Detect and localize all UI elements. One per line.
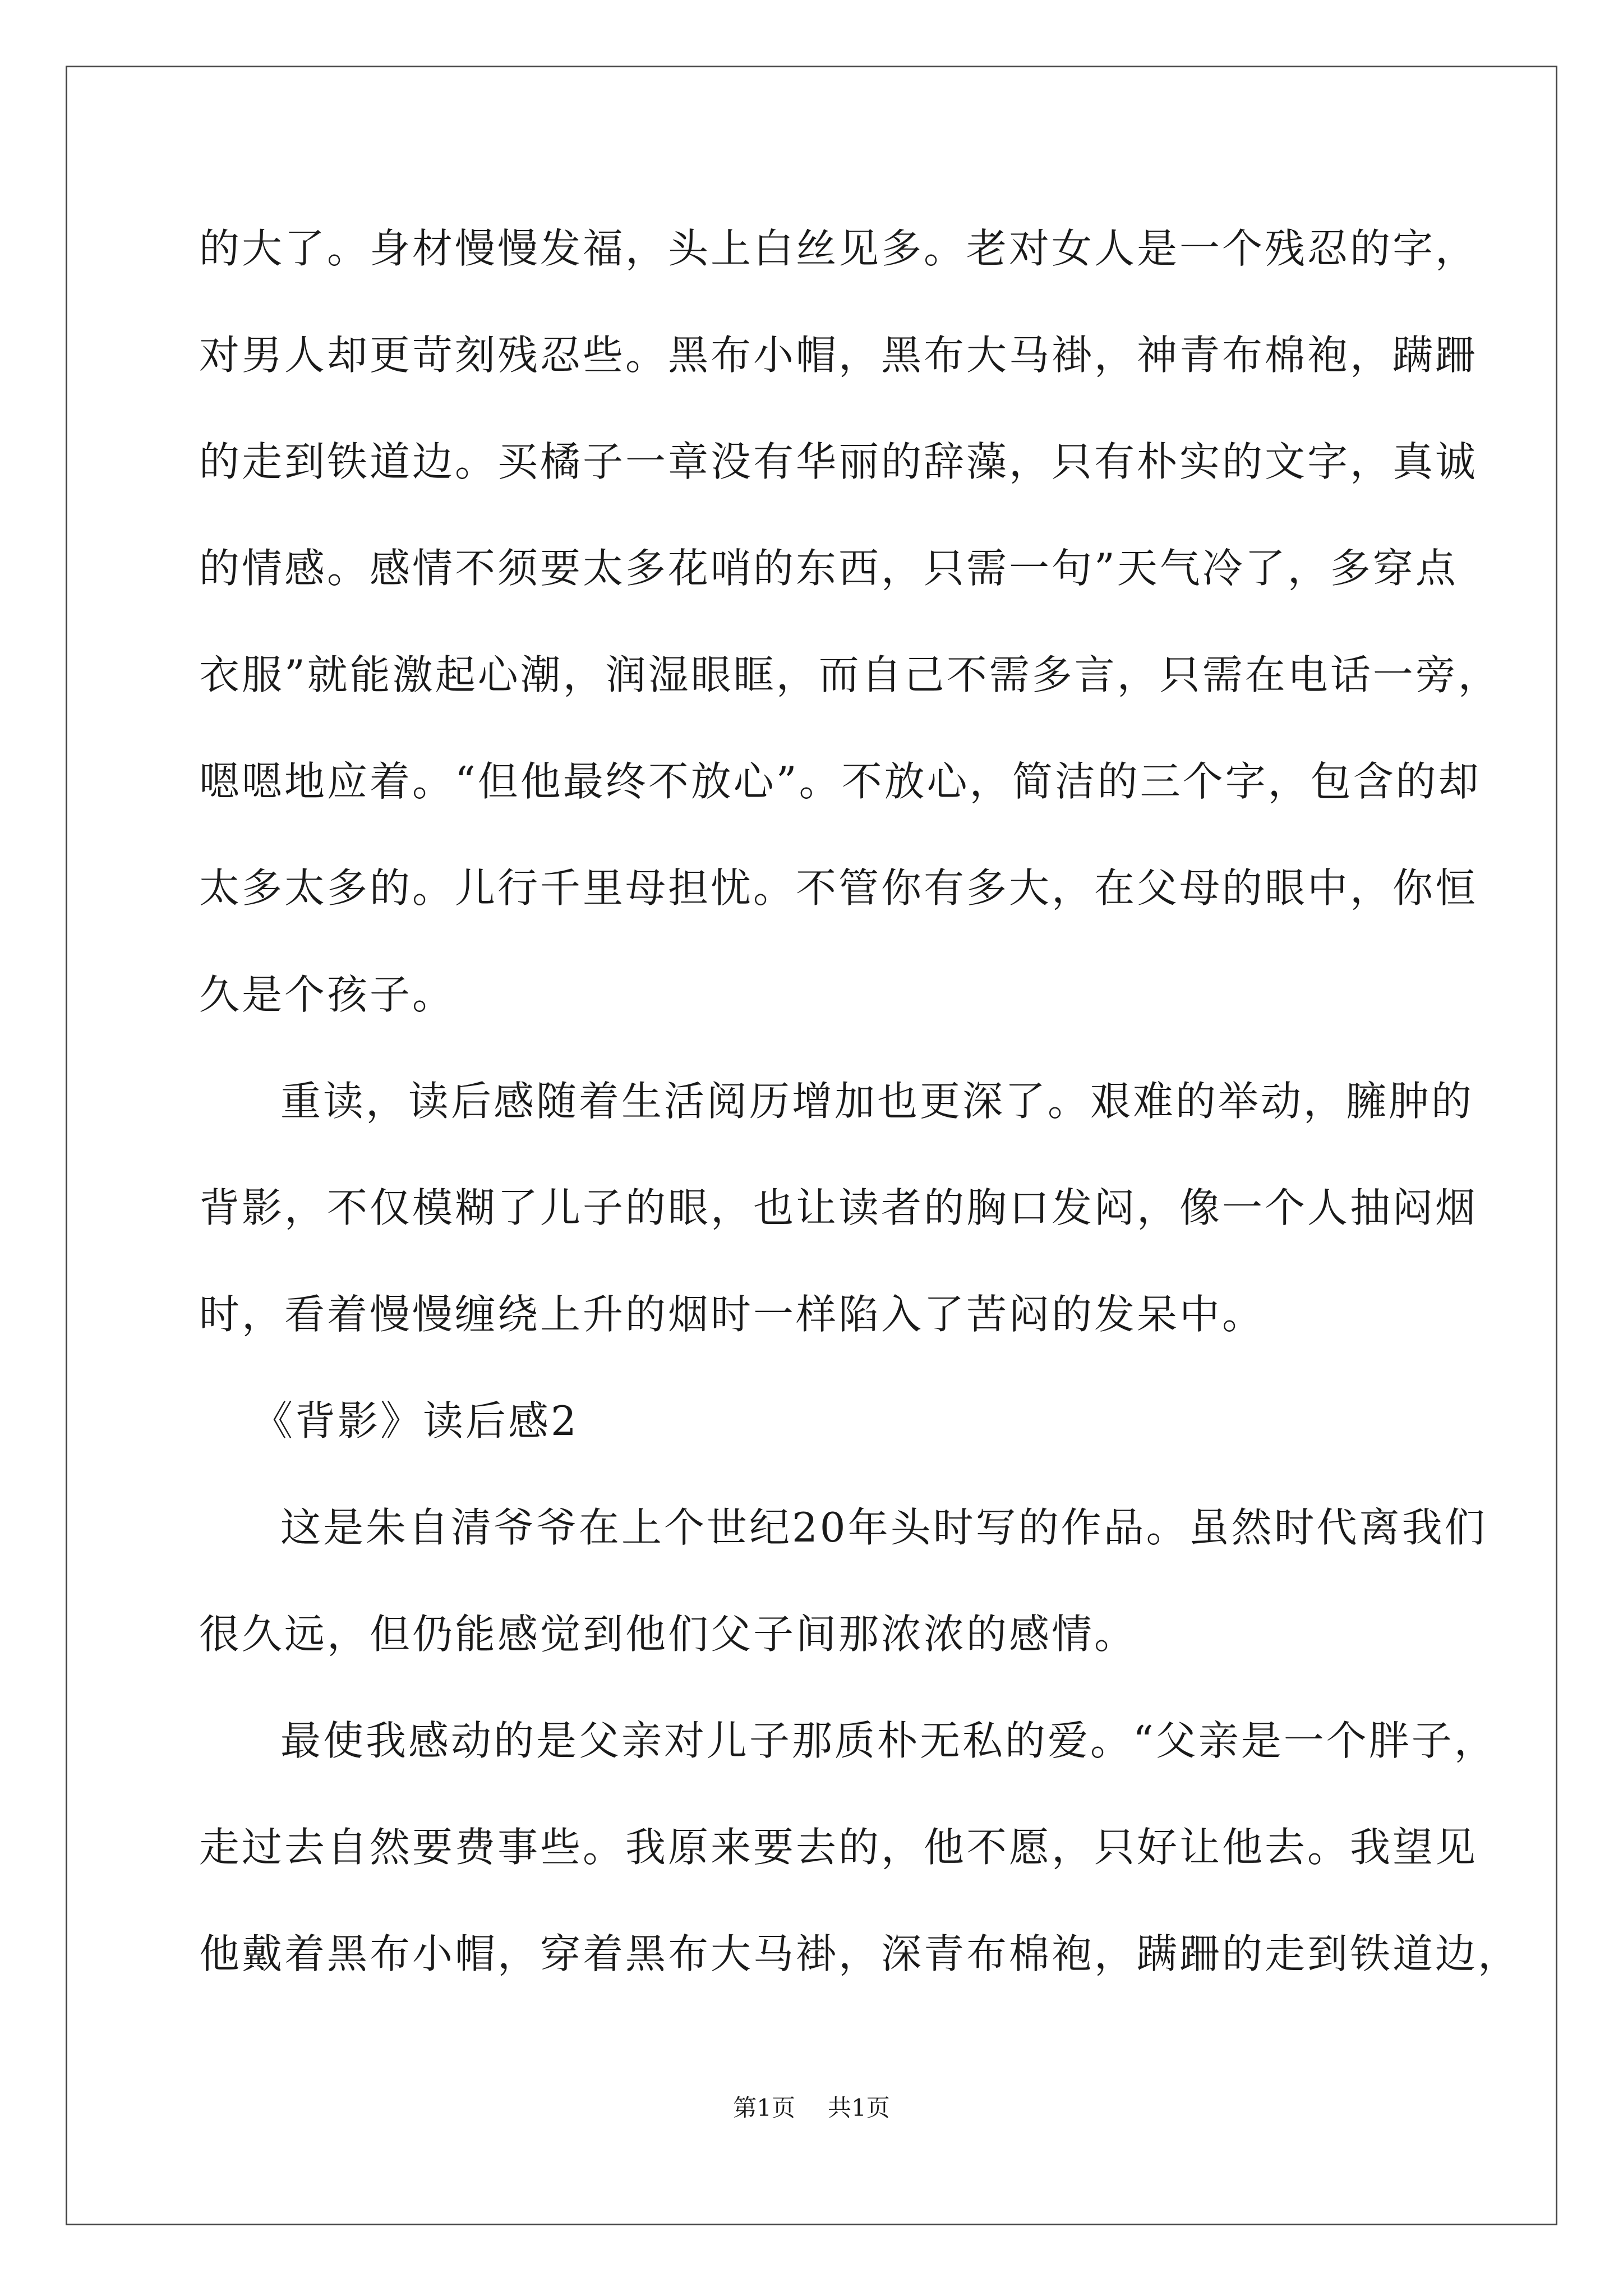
paragraph-start-line: 最使我感动的是父亲对儿子那质朴无私的爱。“父亲是一个胖子， <box>280 1717 1497 1764</box>
page-total: 共1页 <box>828 2094 890 2122</box>
body-line: 嗯嗯地应着。“但他最终不放心”。不放心，简洁的三个字，包含的却 <box>199 758 1481 805</box>
body-line: 久是个孩子。 <box>199 971 455 1018</box>
body-line: 他戴着黑布小帽，穿着黑布大马褂，深青布棉袍，蹒跚的走到铁道边， <box>199 1930 1521 1977</box>
body-line: 的大了。身材慢慢发福，头上白丝见多。老对女人是一个残忍的字， <box>199 225 1478 272</box>
paragraph-start-line: 重读，读后感随着生活阅历增加也更深了。艰难的举动，臃肿的 <box>280 1078 1474 1125</box>
body-line: 走过去自然要费事些。我原来要去的，他不愿，只好让他去。我望见 <box>199 1824 1478 1871</box>
body-line: 背影，不仅模糊了儿子的眼，也让读者的胸口发闷，像一个人抽闷烟 <box>199 1184 1478 1231</box>
section-heading: 《背影》读后感2 <box>252 1397 579 1444</box>
page-footer <box>0 2094 1623 2122</box>
body-line: 的情感。感情不须要太多花哨的东西，只需一句”天气冷了，多穿点 <box>199 545 1458 592</box>
paragraph-start-line: 这是朱自清爷爷在上个世纪20年头时写的作品。虽然时代离我们 <box>280 1504 1487 1551</box>
body-line: 太多太多的。儿行千里母担忧。不管你有多大，在父母的眼中，你恒 <box>199 864 1478 912</box>
body-line: 很久远，但仍能感觉到他们父子间那浓浓的感情。 <box>199 1611 1137 1658</box>
page-number: 第1页 <box>733 2094 795 2122</box>
body-line: 衣服”就能激起心潮，润湿眼眶，而自己不需多言，只需在电话一旁， <box>199 651 1501 698</box>
body-line: 的走到铁道边。买橘子一章没有华丽的辞藻，只有朴实的文字，真诚 <box>199 438 1478 485</box>
body-line: 时，看着慢慢缠绕上升的烟时一样陷入了苦闷的发呆中。 <box>199 1291 1265 1338</box>
page-border <box>66 66 1557 2225</box>
body-line: 对男人却更苛刻残忍些。黑布小帽，黑布大马褂，神青布棉袍，蹒跚 <box>199 332 1478 379</box>
